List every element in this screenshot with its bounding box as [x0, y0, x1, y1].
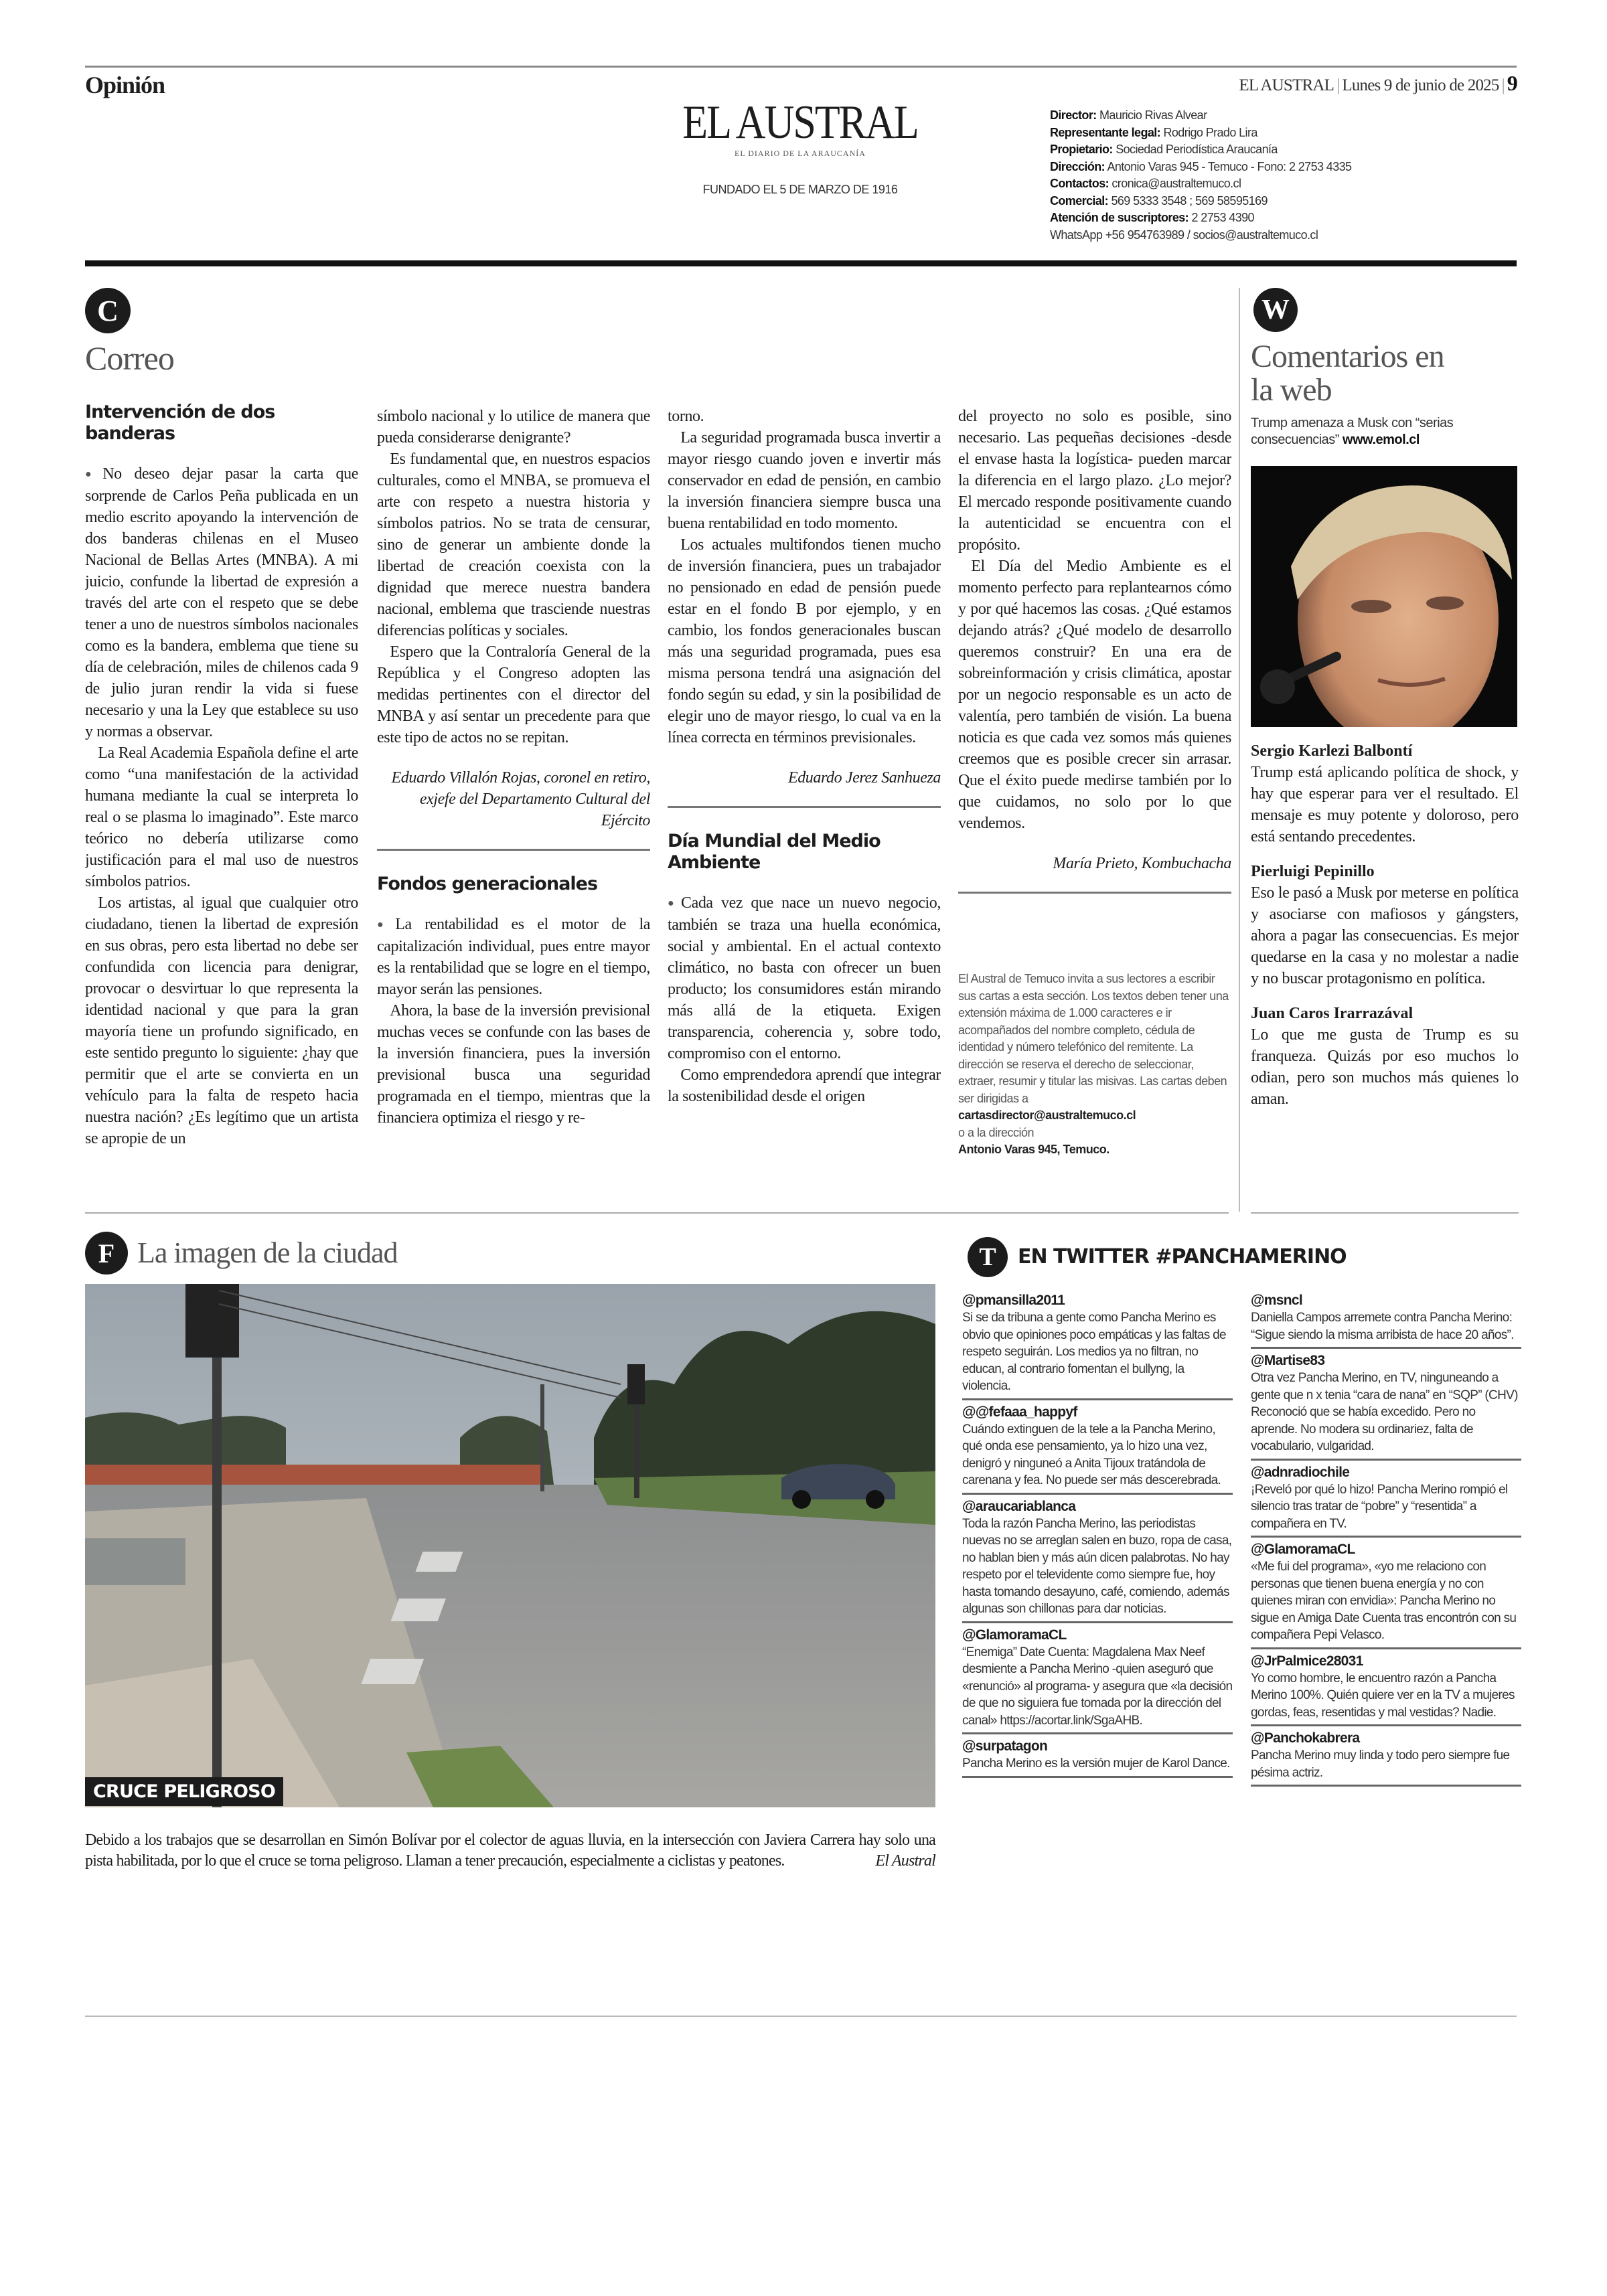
web-comment [1251, 740, 1519, 847]
bottom-rule [85, 2016, 1517, 2017]
tweet-handle[interactable]: @surpatagon [962, 1738, 1048, 1754]
web-subtitle: Trump amenaza a Musk con “serias consecuencias” [1251, 416, 1454, 447]
staff-value: Antonio Varas 945 - Temuco - Fono: 2 2753 4335 [1107, 159, 1352, 173]
twitter-title: EN TWITTER #PANCHAMERINO [1018, 1245, 1347, 1268]
comment-author: Sergio Karlezi Balbontí [1251, 742, 1413, 760]
staff-label: Contactos: [1050, 177, 1109, 190]
staff-box [1050, 107, 1351, 244]
tweet [1251, 1289, 1521, 1349]
tweets-column-2 [1251, 1289, 1521, 1787]
tweet-text: Si se da tribuna a gente como Pancha Merino es obvio que opiniones poco empáticas y las faltas de respeto seguirán. Los medios ya no filtran, no educan, al contrario fomentan el bullyng, la violencia. [962, 1311, 1226, 1393]
masthead-logo [670, 96, 931, 197]
web-comments [1251, 288, 1519, 1110]
tweet-text: “Enemiga” Date Cuenta: Magdalena Max Neef desmiente a Pancha Merino -quien aseguró que «renunció» al programa- y asegura que «la decisión de que no siguiera fue tomada por la dirección del canal» https://acortar.link/SgaAHB. [962, 1645, 1233, 1728]
letter-divider [958, 892, 1231, 894]
letter-paragraph: torno. [668, 408, 704, 425]
twitter-badge-icon: T [968, 1237, 1008, 1277]
staff-value: 569 5333 3548 ; 569 58595169 [1111, 193, 1268, 208]
correo-title: Correo [85, 339, 174, 377]
staff-label: Director: [1050, 108, 1097, 122]
staff-value: Sociedad Periodística Araucanía [1116, 143, 1278, 156]
staff-value: 2 2753 4390 [1191, 211, 1254, 224]
correo-badge-icon: C [85, 288, 131, 333]
staff-label: Propietario: [1050, 143, 1113, 156]
staff-row [1050, 141, 1351, 159]
letters-column-2 [377, 406, 650, 1198]
letter-headline: Fondos generacionales [377, 874, 598, 894]
founded-note: FUNDADO EL 5 DE MARZO DE 1916 [702, 183, 898, 196]
header-divider [85, 260, 1517, 266]
tweet [1251, 1649, 1521, 1727]
photo-caption [85, 1830, 935, 1872]
web-comment [1251, 1003, 1519, 1110]
photo-section-title: La imagen de la ciudad [137, 1236, 398, 1269]
letters-column-1 [85, 402, 358, 1198]
comment-text: Lo que me gusta de Trump es su franqueza. Quizás por eso muchos lo odian, pero son muchos más quienes lo aman. [1251, 1026, 1519, 1108]
letter-paragraph: ● Cada vez que nace un nuevo negocio, también se traza una huella económica, social y ambiental. En el actual contexto climático, no basta con ofrecer un buen producto; los consumidores están mirando más allá de la etiqueta. Exigen transparencia, coherencia y, sobre todo, compromiso con el entorno. [668, 892, 941, 1064]
comment-text: Eso le pasó a Musk por meterse en política y asociarse con mafiosos y gángsters, ahora a pagar las consecuencias. Es mejor quedarse en la casa y no molestar a nadie y no buscar protagonismo en política. [1251, 884, 1519, 987]
letter-divider [668, 806, 941, 808]
staff-row [1050, 125, 1351, 142]
letter-divider [377, 849, 650, 851]
staff-label: Representante legal: [1050, 125, 1161, 139]
comment-author: Juan Caros Irarrazával [1251, 1005, 1413, 1022]
tweet-handle[interactable]: @Panchokabrera [1251, 1730, 1360, 1746]
web-comment-list [1251, 740, 1519, 1110]
web-comment [1251, 861, 1519, 989]
tweet-text: Yo como hombre, le encuentro razón a Pancha Merino 100%. Quién quiere ver en la TV a mujeres gordas, feas, resentidas y mal vestidas? Nadie. [1251, 1671, 1515, 1720]
notice-address: Antonio Varas 945, Temuco. [958, 1143, 1109, 1156]
tweet-text: Otra vez Pancha Merino, en TV, ninguneando a gente que n x tenia “cara de nana” en “SQP” (CHV) Reconoció que se había excedido. Pero no aprende. No modera su ordinariez, falta de vocabulario, vulgaridad. [1251, 1371, 1518, 1453]
page-header-info: EL AUSTRAL | Lunes 9 de junio de 2025 | 9 [1239, 71, 1517, 95]
letters-notice [958, 971, 1229, 1159]
staff-row [1050, 227, 1351, 244]
photo-label: CRUCE PELIGROSO [85, 1777, 283, 1806]
letter-paragraph: Espero que la Contraloría General de la República y el Congreso adopten las medidas pertinentes con el director del MNBA y así sentar un precedente para que este tipo de actos no se repitan. [377, 643, 650, 746]
comment-author: Pierluigi Pepinillo [1251, 863, 1375, 880]
letter-signature: Eduardo Villalón Rojas, coronel en retiro, exjefe del Departamento Cultural del Ejército [391, 769, 650, 829]
tweet [1251, 1726, 1521, 1787]
staff-label: Dirección: [1050, 159, 1105, 173]
tweet-handle[interactable]: @adnradiochile [1251, 1464, 1350, 1480]
tweet [962, 1623, 1233, 1735]
web-title: Comentarios en la web [1251, 339, 1444, 408]
tweet [1251, 1461, 1521, 1538]
letter-paragraph: Es fundamental que, en nuestros espacios culturales, como el MNBA, se promueva el arte con respeto a nuestra historia y símbolos patrios. No se trata de censurar, sino de generar un ambiente donde la libertad de creación coexista con la dignidad que merece nuestra bandera nacional, emblema que trasciende nuestras diferencias políticas y sociales. [377, 450, 650, 639]
staff-row [1050, 159, 1351, 176]
tweet-handle[interactable]: @JrPalmice28031 [1251, 1653, 1363, 1669]
tweet-handle[interactable]: @Martise83 [1251, 1353, 1325, 1368]
caption-text: Debido a los trabajos que se desarrollan en Simón Bolívar por el colector de aguas lluvia, en la intersección con Javiera Carrera hay solo una pista habilitada, por lo que el cruce se torna peligroso. Llaman a tener precaución, especialmente a ciclistas y peatones. [85, 1831, 935, 1870]
section-divider [85, 1212, 1229, 1214]
comment-text: Trump está aplicando política de shock, y hay que esperar para ver el resultado. El mensaje es muy potente y doloroso, pero está sentando precedentes. [1251, 764, 1519, 845]
logo-tagline: EL DIARIO DE LA ARAUCANÍA [735, 149, 866, 158]
staff-value: WhatsApp +56 954763989 / socios@australtemuco.cl [1050, 228, 1318, 242]
page-number: 9 [1507, 71, 1517, 95]
tweet-handle[interactable]: @GlamoramaCL [1251, 1542, 1355, 1557]
tweet-text: Cuándo extinguen de la tele a la Pancha Merino, qué onda ese pensamiento, ya lo hizo una vez, denigró y ninguneó a Anita Tijoux tratándola de carenana y fea. No puede ser más descerebrada. [962, 1422, 1221, 1487]
notice-or: o a la dirección [958, 1125, 1035, 1139]
column-divider [1239, 288, 1240, 1212]
tweet-handle[interactable]: @araucariablanca [962, 1498, 1076, 1514]
staff-row [1050, 107, 1351, 125]
staff-label: Comercial: [1050, 193, 1109, 208]
letter-paragraph: del proyecto no solo es posible, sino necesario. Las pequeñas decisiones -desde el envase hasta la logística- pueden marcar la diferencia en el largo plazo. ¿Lo mejor? El mercado responde positivamente cuando la autenticidad se encuentra con el propósito. [958, 408, 1231, 554]
staff-value: cronica@australtemuco.cl [1112, 177, 1241, 190]
paper-name: EL AUSTRAL [1239, 76, 1334, 94]
tweet-text: Toda la razón Pancha Merino, las periodistas nuevas no se arreglan salen en buzo, ropa de casa, no hablan bien y más aún dicen palabrotas. No hay respeto por el televidente como siempre fue, hoy hasta tomando desayuno, café, comiendo, además algunas son chillonas para dar noticias. [962, 1516, 1232, 1616]
letter-paragraph: El Día del Medio Ambiente es el momento perfecto para replantearnos cómo y por qué hacemos las cosas. ¿Qué estamos dejando atrás? ¿Qué modelo de desarrollo queremos construir? En una era de sobreinformación y crisis climática, apostar por un negocio responsable es un acto de valentía, pero también de visión. La buena noticia es que cada vez somos más quienes creemos que es posible crecer sin arrasar. Que el éxito puede medirse también por lo que cuidamos, no solo por lo que vendemos. [958, 558, 1231, 832]
letter-headline: Día Mundial del Medio Ambiente [668, 831, 881, 873]
tweet-handle[interactable]: @GlamoramaCL [962, 1627, 1067, 1643]
tweet [962, 1400, 1233, 1495]
staff-label: Atención de suscriptores: [1050, 211, 1189, 224]
tweet-handle[interactable]: @msncl [1251, 1293, 1302, 1308]
trump-photo [1251, 466, 1517, 727]
letter-paragraph: La Real Academia Española define el arte como “una manifestación de la actividad humana mediante la cual se interpreta lo real o se plasma lo imaginado”. Este marco teórico no debería utilizarse como justificación para el mal uso de nuestros símbolos patrios. [85, 744, 358, 890]
tweet [962, 1289, 1233, 1400]
section-name: Opinión [85, 72, 165, 98]
tweet-text: Daniella Campos arremete contra Pancha Merino: “Sigue siendo la misma arribista de hace 20 años”. [1251, 1311, 1514, 1342]
tweet-text: «Me fui del programa», «yo me relaciono con personas que tienen buena energía y no con quienes miran con envidia»: Pancha Merino no sigue en Amiga Date Cuenta tras encontrón con su compañera Pepi Velasco. [1251, 1560, 1517, 1642]
tweet [1251, 1349, 1521, 1461]
tweet-text: Pancha Merino muy linda y todo pero siempre fue pésima actriz. [1251, 1748, 1510, 1780]
letter-signature: Eduardo Jerez Sanhueza [787, 769, 941, 787]
letter-paragraph: ● No deseo dejar pasar la carta que sorprende de Carlos Peña publicada en un medio escrito apoyando la intervención de dos banderas chilenas en el Museo Nacional de Bellas Artes (MNBA). A mi juicio, confunde la libertad de expresión a través del arte con el respeto que se debe tener a uno de nuestros símbolos nacionales como es la bandera, emblema que tiene su día de celebración, miles de chilenos cada 9 de julio juran rendir la vida si fuese necesario y una la Ley que establece su uso y normas a observar. [85, 463, 358, 742]
tweets-column-1 [962, 1289, 1233, 1778]
tweet-text: Pancha Merino es la versión mujer de Karol Dance. [962, 1756, 1230, 1771]
letter-paragraph: Los actuales multifondos tienen mucho de inversión financiera, pues un trabajador no pensionado en edad de pensión puede estar en el fondo B por ejemplo, y en cambio, los fondos generacionales buscan más una seguridad programada, pues esa misma persona tendrá una asignación del fondo según su edad, y sin la posibilidad de elegir uno de mayor riesgo, lo cual va en la línea correcta en términos previsionales. [668, 536, 941, 746]
letter-paragraph: ● La rentabilidad es el motor de la capitalización individual, pues entre mayor es la rentabilidad que se logre en el tiempo, mayor serán las pensiones. [377, 914, 650, 1000]
letter-headline: Intervención de dos banderas [85, 402, 275, 444]
staff-value: Mauricio Rivas Alvear [1099, 108, 1207, 122]
letter-paragraph: Como emprendedora aprendí que integrar la sostenibilidad desde el origen [668, 1066, 941, 1105]
letter-paragraph: Los artistas, al igual que cualquier otro ciudadano, tienen la libertad de expresión en sus obras, pero esta libertad no debe ser confundida con licencia para denigrar, provocar o desvirtuar lo que representa la identidad nacional y que para la gran mayoría tiene un profundo significado, en este sentido pregunto lo siguiente: ¿hay que permitir que el arte se convierta en un vehículo para la falta de respeto hacia nuestra nación? ¿Es legítimo que un artista se apropie de un [85, 894, 358, 1147]
letter-paragraph: La seguridad programada busca invertir a mayor riesgo cuando joven e invertir más conservador en edad de pensión, en cambio la inversión financiera siempre busca una buena rentabilidad en todo momento. [668, 429, 941, 532]
letters-column-3 [668, 406, 941, 1198]
issue-date: Lunes 9 de junio de 2025 [1342, 76, 1499, 94]
notice-email-link[interactable]: cartasdirector@australtemuco.cl [958, 1109, 1136, 1122]
photo-credit: El Austral [875, 1852, 935, 1870]
letter-paragraph: Ahora, la base de la inversión previsional muchas veces se confunde con las bases de la inversión financiera, pues la inversión previsional busca una seguridad programada en el tiempo, mientras que la financiera optimiza el riesgo y re- [377, 1002, 650, 1127]
photo-badge-icon: F [85, 1232, 128, 1275]
logo-text: EL AUSTRAL [682, 96, 918, 149]
web-source-link[interactable]: www.emol.cl [1343, 432, 1420, 447]
letter-paragraph: símbolo nacional y lo utilice de manera que pueda considerarse denigrante? [377, 408, 650, 446]
tweet [1251, 1538, 1521, 1649]
tweet-handle[interactable]: @@fefaaa_happyf [962, 1404, 1077, 1420]
tweet [962, 1495, 1233, 1623]
web-subtitle-block [1251, 415, 1519, 448]
staff-row [1050, 210, 1351, 227]
tweet-text: ¡Reveló por qué lo hizo! Pancha Merino rompió el silencio tras tratar de “pobre” y “resentida” a compañera en TV. [1251, 1482, 1508, 1531]
staff-row [1050, 175, 1351, 193]
tweet [962, 1734, 1233, 1778]
top-rule [85, 66, 1517, 68]
staff-value: Rodrigo Prado Lira [1163, 125, 1257, 139]
street-photo [85, 1284, 935, 1807]
letter-signature: María Prieto, Kombuchacha [1053, 855, 1231, 872]
staff-row [1050, 193, 1351, 210]
section-divider [1251, 1212, 1519, 1214]
notice-text: El Austral de Temuco invita a sus lectores a escribir sus cartas a esta sección. Los textos deben tener una extensión máxima de 1.000 caracteres e ir acompañados del nombre completo, cédula de identidad y número telefónico del remitente. La dirección se reserva el derecho de seleccionar, extraer, resumir y titular las misivas. Las cartas deben ser dirigidas a [958, 972, 1229, 1105]
tweet-handle[interactable]: @pmansilla2011 [962, 1293, 1065, 1308]
web-badge-icon: W [1253, 288, 1298, 332]
